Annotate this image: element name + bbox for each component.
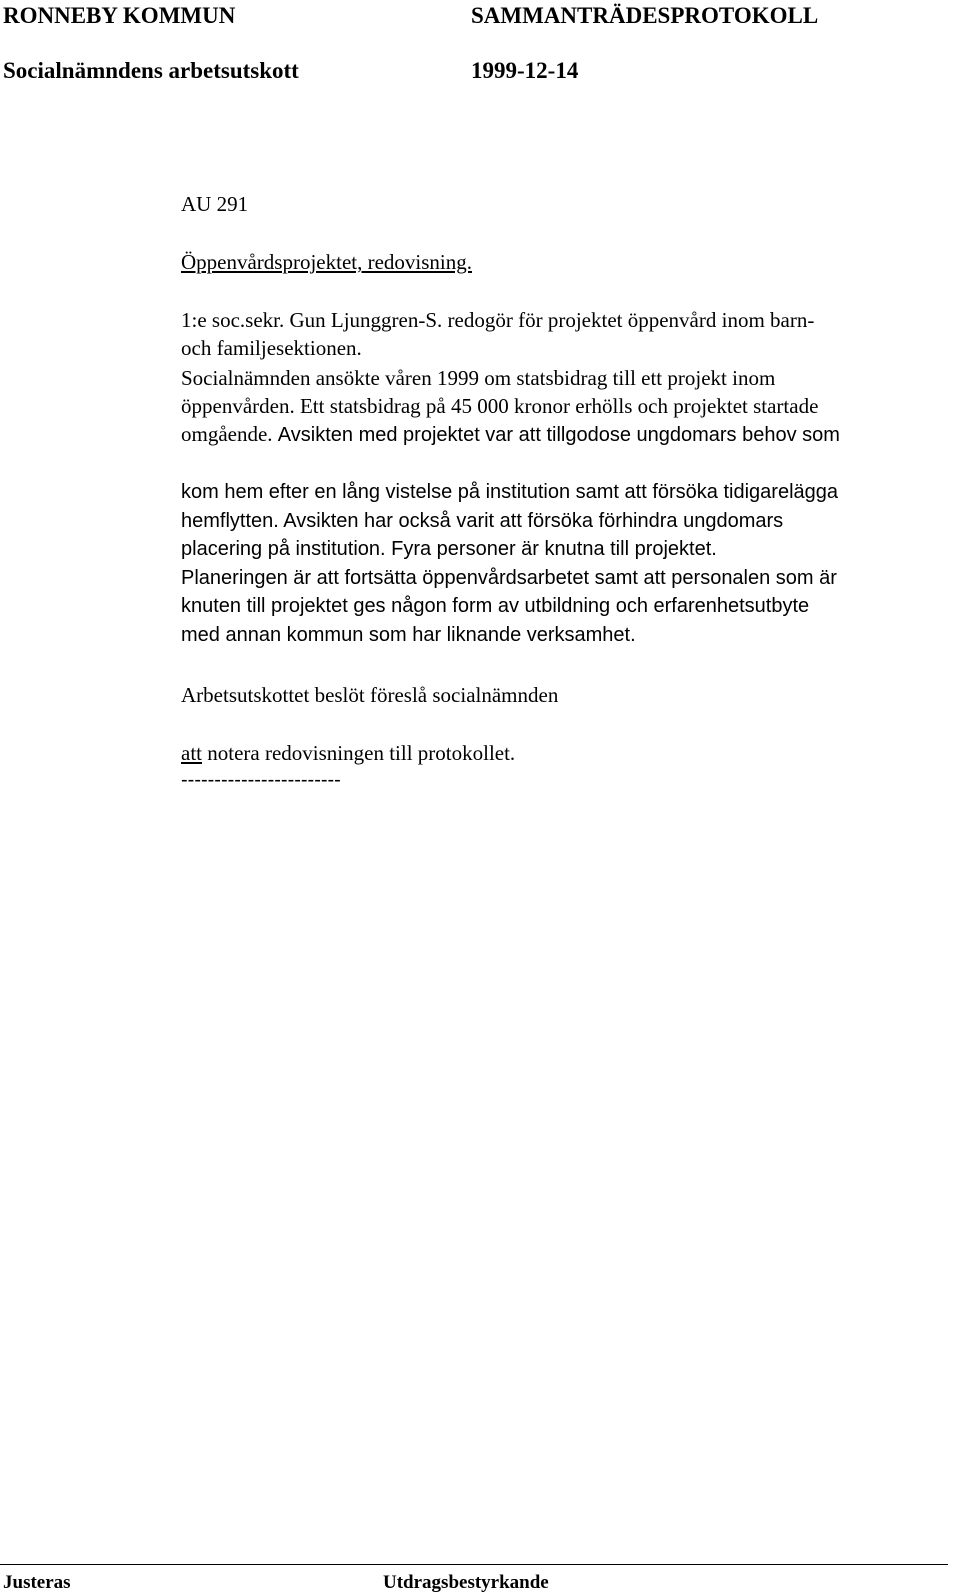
main-line-6: placering på institution. Fyra personer är knutna till projektet. [181, 538, 717, 560]
main-line-3 [181, 420, 951, 450]
main-paragraph-continued [181, 478, 951, 649]
meeting-date: 1999-12-14 [471, 58, 579, 83]
main-line-8: knuten till projektet ges någon form av utbildning och erfarenhetsutbyte [181, 595, 810, 617]
main-line-5: hemflytten. Avsikten har också varit att försöka förhindra ungdomars [181, 509, 784, 532]
intro-paragraph [181, 306, 951, 362]
main-line-4: kom hem efter en lång vistelse på institution samt att försöka tidigarelägga [181, 481, 839, 503]
intro-line-1: 1:e soc.sekr. Gun Ljunggren-S. redogör för projektet öppenvård inom barn- [181, 308, 815, 332]
footer-utdragsbestyrkande: Utdragsbestyrkande [383, 1572, 549, 1593]
footer-rule [0, 1564, 948, 1565]
decision-intro: Arbetsutskottet beslöt föreslå socialnämnden [181, 683, 559, 707]
decision-line [181, 739, 515, 767]
committee-name: Socialnämndens arbetsutskott [3, 58, 299, 83]
main-line-3-serif: omgående. [181, 422, 278, 446]
decision-att: att [181, 741, 202, 765]
main-line-2: öppenvården. Ett statsbidrag på 45 000 kronor erhölls och projektet startade [181, 394, 819, 418]
municipality-name: RONNEBY KOMMUN [3, 3, 236, 28]
main-paragraph [181, 364, 951, 450]
main-line-1: Socialnämnden ansökte våren 1999 om statsbidrag till ett projekt inom [181, 366, 776, 390]
main-line-9: med annan kommun som har liknande verksamhet. [181, 623, 636, 646]
main-line-7: Planeringen är att fortsätta öppenvårdsarbetet samt att personalen som är [181, 566, 837, 589]
intro-line-2: och familjesektionen. [181, 336, 362, 360]
footer-justeras: Justeras [3, 1572, 71, 1593]
document-type: SAMMANTRÄDESPROTOKOLL [471, 3, 819, 28]
decision-text: notera redovisningen till protokollet. [202, 741, 516, 765]
section-number: AU 291 [181, 192, 249, 216]
section-title: Öppenvårdsprojektet, redovisning. [181, 250, 473, 274]
separator-line: ------------------------ [181, 769, 341, 791]
main-line-3-sans: Avsikten med projektet var att tillgodose ungdomars behov som [277, 424, 840, 446]
